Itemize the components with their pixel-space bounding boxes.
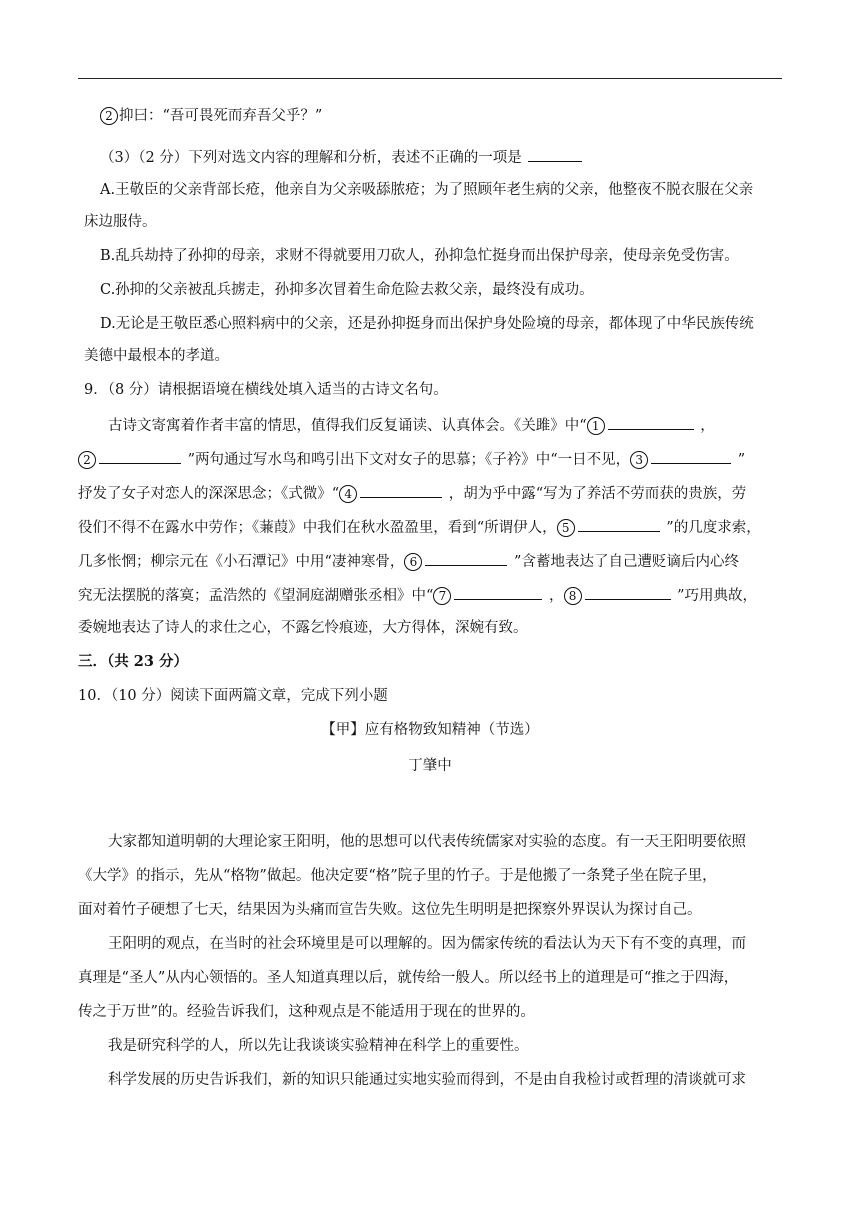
circled-number: 3 (630, 451, 648, 469)
section-heading: 三．（共 23 分） (78, 653, 189, 670)
circled-number: 6 (404, 553, 422, 571)
blank-8[interactable] (585, 584, 671, 600)
option-d-line1: D.无论是王敬臣悉心照料病中的父亲，还是孙抑挺身而出保护身处险境的母亲，都体现了中华民族传统 (100, 316, 754, 332)
q8-item-2-text: 抑曰：“吾可畏死而弃吾父乎？” (119, 108, 323, 124)
blank-5[interactable] (578, 516, 660, 532)
q8-sub3-prompt (100, 146, 584, 168)
header-rule (78, 78, 782, 79)
option-a-line1: A.王敬臣的父亲背部长疮，他亲自为父亲吸舔脓疮；为了照顾年老生病的父亲，他整夜不脱衣服在父亲 (100, 182, 754, 198)
q9-text: ”含蓄地表达了自己遭贬谪后内心终 (514, 554, 739, 570)
blank-3[interactable] (651, 448, 731, 464)
para1-line1: 大家都知道明朝的大理论家王阳明，他的思想可以代表传统儒家对实验的态度。有一天王阳明要依照 (108, 834, 746, 850)
circled-number: 4 (339, 485, 357, 503)
q9-text: 役们不得不在露水中劳作；《蒹葭》中我们在秋水盈盈里，看到“所谓伊人， (78, 520, 557, 536)
q9-text: 究无法摆脱的落寞；孟浩然的《望洞庭湖赠张丞相》中“ (78, 588, 434, 604)
para1-line3: 面对着竹子硬想了七天，结果因为头痛而宣告失败。这位先生明明是把探察外界误认为探讨自己。 (78, 902, 702, 918)
q9-line-1 (108, 414, 715, 436)
option-a-line2: 床边服侍。 (84, 214, 157, 230)
circled-number: 7 (433, 587, 451, 605)
q9-text: ”巧用典故， (677, 588, 758, 604)
q9-text: ” (737, 452, 746, 468)
q9-line-2 (78, 448, 745, 470)
q9-line-7: 委婉地表达了诗人的求仕之心，不露乞怜痕迹，大方得体，深婉有致。 (78, 620, 528, 636)
q9-line-5 (78, 550, 739, 572)
option-b: B.乱兵劫持了孙抑的母亲，求财不得就要用刀砍人，孙抑急忙挺身而出保护母亲，使母亲免受伤害。 (100, 248, 739, 264)
para2-line1: 王阳明的观点，在当时的社会环境里是可以理解的。因为儒家传统的看法认为天下有不变的真理，而 (108, 936, 746, 952)
circled-number: 8 (564, 587, 582, 605)
circled-number: 1 (587, 417, 605, 435)
circled-number: 2 (78, 451, 96, 469)
q9-title: 9．（8 分）请根据语境在横线处填入适当的古诗文名句。 (84, 382, 448, 398)
q9-text: ， (549, 588, 564, 604)
q9-text: 几多怅惘；柳宗元在《小石潭记》中用“凄神寒骨， (78, 554, 405, 570)
para1-line2: 《大学》的指示，先从“格物”做起。他决定要“格”院子里的竹子。于是他搬了一条凳子坐在院子里， (78, 868, 717, 884)
q9-line-4 (78, 516, 761, 538)
q10-title: 10．（10 分）阅读下面两篇文章，完成下列小题 (78, 688, 388, 704)
blank-2[interactable] (99, 448, 181, 464)
blank-4[interactable] (360, 482, 442, 498)
q9-text: ”两句通过写水鸟和鸣引出下文对女子的思慕；《子衿》中“一日不见， (187, 452, 631, 468)
q9-text: 抒发了女子对恋人的深深思念；《式微》“ (78, 486, 340, 502)
q9-text: ，胡为乎中露“写为了养活不劳而获的贵族，劳 (448, 486, 747, 502)
q9-text: 古诗文寄寓着作者丰富的情思，值得我们反复诵读、认真体会。《关雎》中“ (108, 418, 587, 434)
circled-number: 2 (100, 107, 118, 125)
para4-line1: 科学发展的历史告诉我们，新的知识只能通过实地实验而得到，不是由自我检讨或哲理的清谈就可求 (108, 1072, 746, 1088)
article-title: 【甲】应有格物致知精神（节选） (321, 722, 539, 738)
q8-item-2 (100, 106, 322, 126)
para3: 我是研究科学的人，所以先让我谈谈实验精神在科学上的重要性。 (108, 1038, 529, 1054)
q9-line-3 (78, 482, 746, 504)
option-d-line2: 美德中最根本的孝道。 (84, 348, 229, 364)
article-author: 丁肇中 (408, 758, 452, 774)
circled-number: 5 (557, 519, 575, 537)
para2-line2: 真理是“圣人”从内心领悟的。圣人知道真理以后，就传给一般人。所以经书上的道理是可“推之于四海， (78, 970, 739, 986)
option-c: C.孙抑的父亲被乱兵掳走，孙抑多次冒着生命危险去救父亲，最终没有成功。 (100, 282, 594, 298)
para2-line3: 传之于万世”的。经验告诉我们，这种观点是不能适用于现在的世界的。 (78, 1004, 535, 1020)
q9-text: ”的几度求索， (666, 520, 761, 536)
answer-blank[interactable] (528, 146, 582, 162)
q8-sub3-text: （3）（2 分）下列对选文内容的理解和分析，表述不正确的一项是 (100, 150, 522, 166)
blank-7[interactable] (454, 584, 542, 600)
blank-1[interactable] (608, 414, 694, 430)
q9-text: ， (700, 418, 715, 434)
blank-6[interactable] (425, 550, 507, 566)
q9-line-6 (78, 584, 757, 606)
